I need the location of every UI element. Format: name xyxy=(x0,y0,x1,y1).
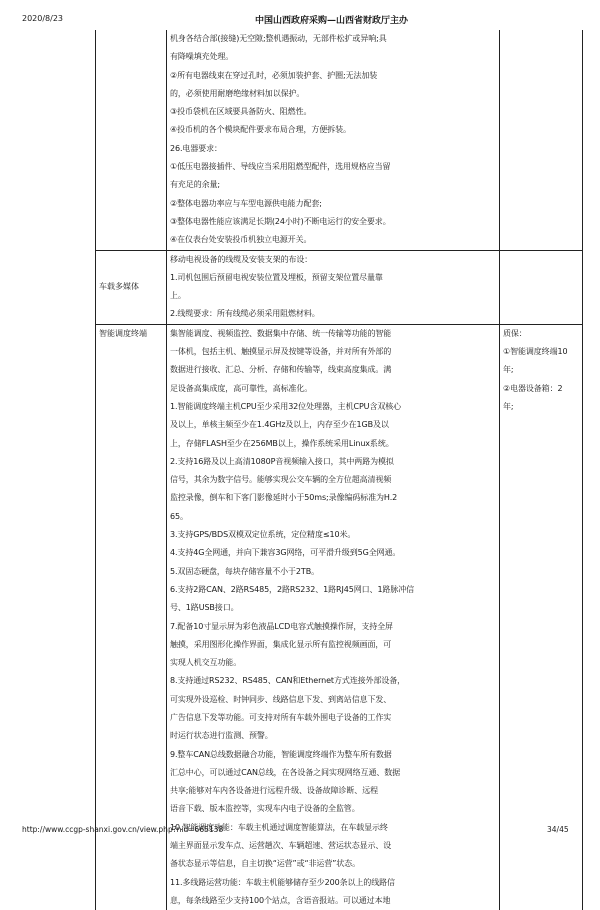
text-line: 一体机，包括主机、触摸显示屏及按键等设备，并对所有外部的 xyxy=(170,347,392,357)
site-title: 中国山西政府采购—山西省财政厅主办 xyxy=(255,16,409,26)
page-url: http://www.ccgp-shanxi.gov.cn/view.php?nid=665138 xyxy=(22,825,224,834)
category-cell xyxy=(96,30,167,250)
text-line: 移动电视设备的线缆及安装支架的布设： xyxy=(170,254,313,264)
text-line: 监控录像，倒车和下客门影像延时小于50ms;录像编码标准为H.2 xyxy=(170,493,398,503)
text-line: 及以上，单核主频至少在1.4GHz及以上，内存至少在1GB及以 xyxy=(170,420,389,430)
note-line: ①智能调度终端10 xyxy=(503,347,568,357)
table-row xyxy=(96,250,583,324)
text-line: 8.支持通过RS232、RS485、CAN和Ethernet方式连接外部设备， xyxy=(170,676,406,686)
text-line: ③整体电器性能应该满足长期(24小时)不断电运行的安全要求。 xyxy=(170,216,391,226)
text-line: 足设备高集成度，高可靠性，高标准化。 xyxy=(170,383,313,393)
requirement-cell xyxy=(167,324,500,910)
text-line: 5.双固态硬盘，每块存储容量不小于2TB。 xyxy=(170,566,319,576)
text-line: 数据进行接收、汇总、分析、存储和传输等，线束高度集成。满 xyxy=(170,365,392,375)
text-line: 实现人机交互功能。 xyxy=(170,658,242,668)
text-line: 7.配备10寸显示屏为彩色液晶LCD电容式触摸操作屏，支持全屏 xyxy=(170,621,393,631)
text-line: 10.智能调度功能：车载主机通过调度智能算法，在车载显示终 xyxy=(170,822,388,832)
note-line: 年; xyxy=(503,365,514,375)
text-line: 汇总中心，可以通过CAN总线，在各设备之间实现网络互通、数据 xyxy=(170,767,401,777)
text-line: ④在仪表台处安装投币机独立电源开关。 xyxy=(170,235,312,245)
text-line: 号、1路USB接口。 xyxy=(170,603,239,613)
text-line: 上，存储FLASH至少在256MB以上，操作系统采用Linux系统。 xyxy=(170,438,394,448)
text-line: 集智能调度、视频监控、数据集中存储、统一传输等功能的智能 xyxy=(170,328,392,338)
text-line: 2.线缆要求：所有线缆必须采用阻燃材料。 xyxy=(170,309,320,319)
text-line: 6.支持2路CAN、2路RS485，2路RS232、1路RJ45网口、1路脉冲信 xyxy=(170,584,415,594)
text-line: ④投币机的各个模块配件要求布局合理，方便拆装。 xyxy=(170,125,351,135)
text-line: 语音下载、版本监控等，实现车内电子设备的全监管。 xyxy=(170,804,360,814)
text-line: 65。 xyxy=(170,511,188,521)
text-line: 9.整车CAN总线数据融合功能，智能调度终端作为整车所有数据 xyxy=(170,749,392,759)
text-line: 可实现外设巡检、时钟同步、线路信息下发、到离站信息下发、 xyxy=(170,694,392,704)
text-line: 端主界面显示发车点、运营趟次、车辆超速、营运状态显示、设 xyxy=(170,841,392,851)
category-cell: 智能调度终端 xyxy=(96,324,167,910)
requirement-cell xyxy=(167,250,500,324)
text-line: 3.支持GPS/BDS双模双定位系统，定位精度≤10米。 xyxy=(170,530,356,540)
spec-table xyxy=(95,30,583,910)
text-line: 有充足的余量; xyxy=(170,180,220,190)
text-line: 1.司机包围后预留电视安装位置及埋板，预留支架位置尽量靠 xyxy=(170,272,383,282)
note-cell xyxy=(500,324,583,910)
text-line: 时运行状态进行监测、预警。 xyxy=(170,731,273,741)
text-line: ③投币袋机在区域要具备防火、阻燃性。 xyxy=(170,107,312,117)
text-line: ②整体电器功率应与车型电源供电能力配套; xyxy=(170,198,322,208)
requirement-cell xyxy=(167,30,500,250)
text-line: 息，每条线路至少支持100个站点，含语音报站。可以通过本地 xyxy=(170,895,391,905)
text-line: 有降噪填充处理。 xyxy=(170,52,234,62)
text-line: ②所有电器线束在穿过孔时，必须加装护套、护圈;无法加装 xyxy=(170,70,378,80)
text-line: 备状态显示等信息，自主切换“运营”或“非运营”状态。 xyxy=(170,859,360,869)
text-line: 信号，其余为数字信号。能够实现公交车辆的全方位超高清视频 xyxy=(170,475,392,485)
note-cell xyxy=(500,250,583,324)
text-line: 上。 xyxy=(170,291,186,301)
text-line: 共享;能够对车内各设备进行远程升级、设备故障诊断、远程 xyxy=(170,786,378,796)
print-date: 2020/8/23 xyxy=(22,14,64,23)
text-line: 1.智能调度终端主机CPU至少采用32位处理器，主机CPU含双核心 xyxy=(170,401,402,411)
text-line: 广告信息下发等功能。可支持对所有车载外围电子设备的工作实 xyxy=(170,712,392,722)
note-line: 质保： xyxy=(503,328,527,338)
text-line: 机身各结合部(接缝)无空隙;整机遇振动，无部件松扩或异响;具 xyxy=(170,34,387,43)
table-row xyxy=(96,30,583,250)
note-cell xyxy=(500,30,583,250)
text-line: 触摸，采用图形化操作界面，集成化显示所有监控视频画面，可 xyxy=(170,639,392,649)
text-line: 4.支持4G全网通，并向下兼容3G网络，可平滑升级到5G全网通。 xyxy=(170,548,401,558)
category-cell: 车载多媒体 xyxy=(96,250,167,324)
text-line: 的，必须使用耐磨绝缘材料加以保护。 xyxy=(170,88,305,98)
table-row xyxy=(96,324,583,910)
text-line: 2.支持16路及以上高清1080P音视频输入接口，其中两路为模拟 xyxy=(170,456,394,466)
text-line: 26.电器要求： xyxy=(170,143,222,153)
page-number: 34/45 xyxy=(547,825,569,834)
note-line: ②电器设备箱：2 xyxy=(503,383,563,393)
note-line: 年; xyxy=(503,401,514,411)
text-line: ①低压电器接插件、导线应当采用阻燃型配件，选用规格应当留 xyxy=(170,162,391,172)
text-line: 11.多线路运营功能：车载主机能够储存至少200条以上的线路信 xyxy=(170,877,395,887)
